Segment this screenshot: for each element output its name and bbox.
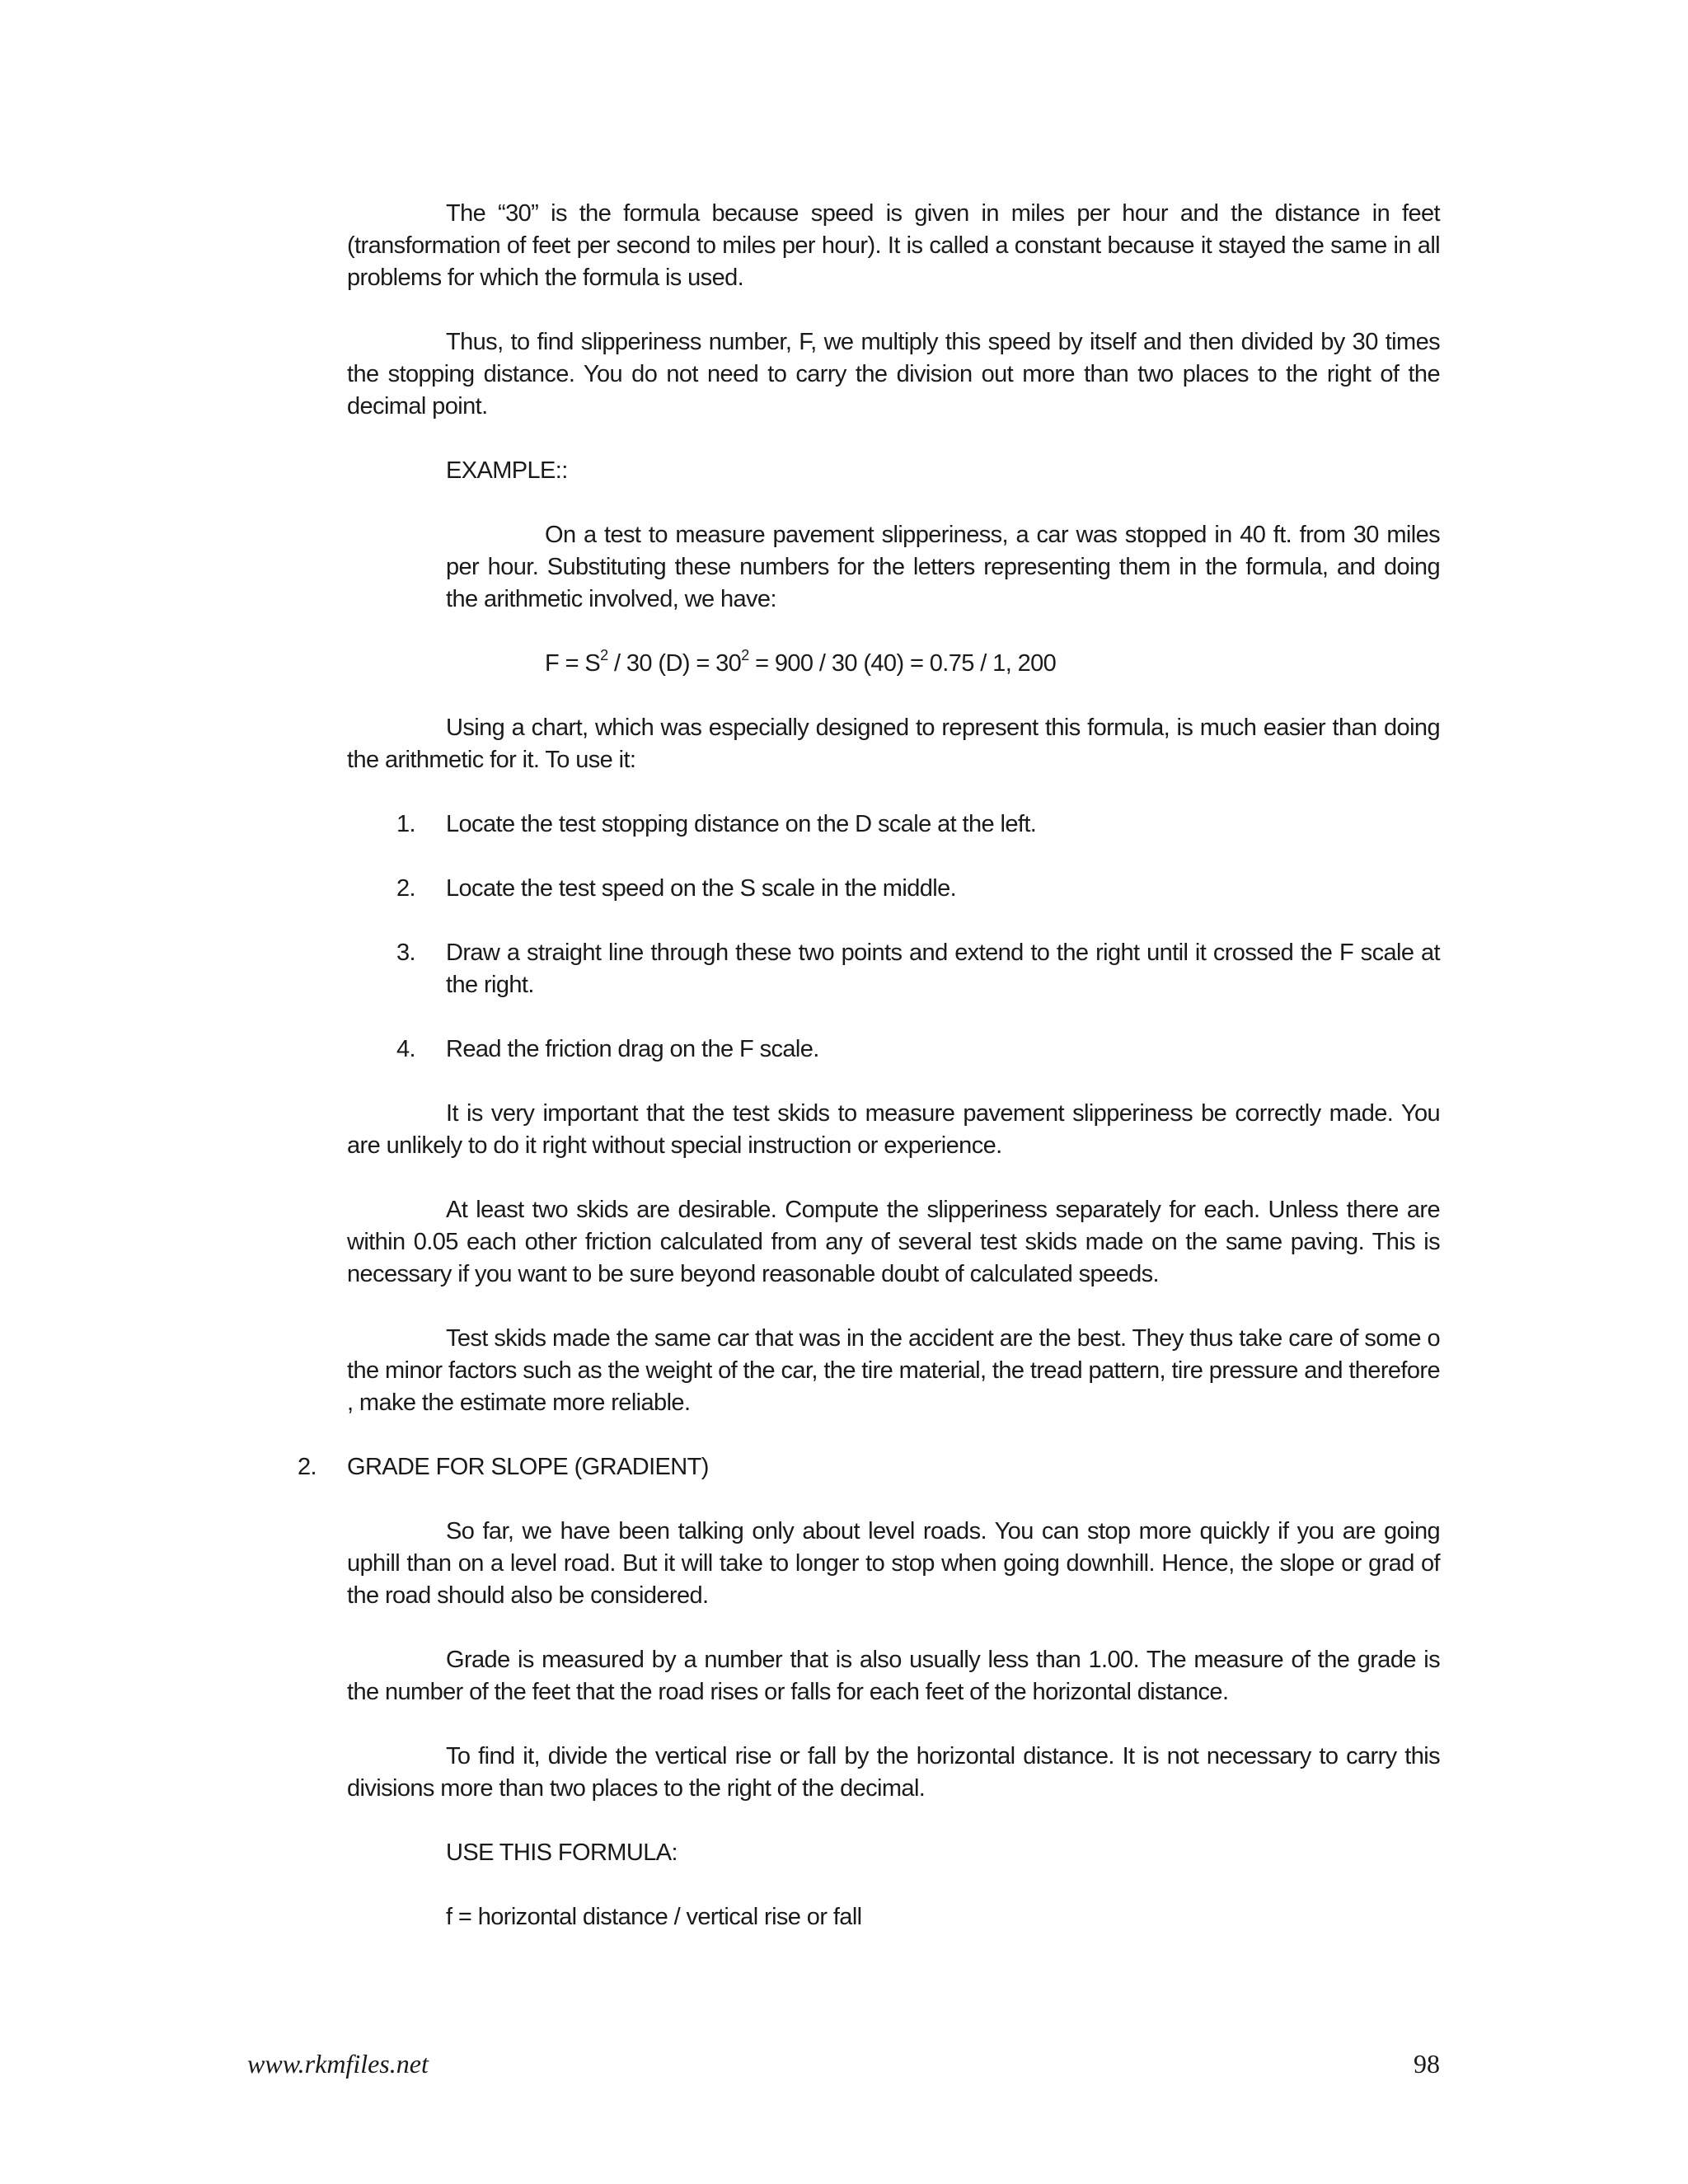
step-number: 3. xyxy=(396,940,415,966)
paragraph-same-car: Test skids made the same car that was in the accident are the best. They thus take care of some o the minor factors such as the weight of the car, the tire material, the tread pattern, tire pressure and therefore , make the estimate more reliable. xyxy=(347,1325,1440,1416)
list-item xyxy=(347,808,1440,841)
example-formula xyxy=(347,648,1440,680)
step-number: 1. xyxy=(396,811,415,837)
formula-part-3: = 900 / 30 (40) = 0.75 / 1, 200 xyxy=(748,650,1057,677)
step-text: Draw a straight line through these two points and extend to the right until it crossed the F scale at the right. xyxy=(446,940,1440,998)
example-text: On a test to measure pavement slipperiness, a car was stopped in 40 ft. from 30 miles per hour. Substituting these numbers for the letters representing them in the formula, and doing the arithmetic involved, we have: xyxy=(446,522,1440,612)
chart-steps-list xyxy=(347,808,1440,1066)
formula-part-1: F = S xyxy=(545,650,601,677)
paragraph-slipperiness-number: Thus, to find slipperiness number, F, we multiply this speed by itself and then divided by 30 times the stopping distance. You do not need to carry the division out more than two places to the right of the decimal point. xyxy=(347,329,1440,419)
example-label: EXAMPLE:: xyxy=(446,457,568,484)
paragraph-constant-30: The “30” is the formula because speed is given in miles per hour and the distance in feet (transformation of feet per second to miles per hour). It is called a constant because it stayed the same in all problems for which the formula is used. xyxy=(347,200,1440,291)
section-title: GRADE FOR SLOPE (GRADIENT) xyxy=(347,1454,709,1480)
paragraph-two-skids: At least two skids are desirable. Compute the slipperiness separately for each. Unless there are within 0.05 each other friction calculated from any of several test skids made on the same paving. This is necessary if you want to be sure beyond reasonable doubt of calculated speeds. xyxy=(347,1197,1440,1287)
step-text: Locate the test speed on the S scale in the middle. xyxy=(446,875,957,902)
paragraph-chart-intro: Using a chart, which was especially designed to represent this formula, is much easier than doing the arithmetic for it. To use it: xyxy=(347,715,1440,773)
paragraph-find-grade: To find it, divide the vertical rise or fall by the horizontal distance. It is not necessary to carry this divisions more than two places to the right of the decimal. xyxy=(347,1743,1440,1802)
formula-label: USE THIS FORMULA: xyxy=(446,1840,678,1866)
step-text: Read the friction drag on the F scale. xyxy=(446,1036,819,1062)
paragraph-test-skids-important: It is very important that the test skids to measure pavement slipperiness be correctly made. You are unlikely to do it right without special instruction or experience. xyxy=(347,1100,1440,1159)
section-number: 2. xyxy=(298,1454,316,1480)
list-item xyxy=(347,873,1440,905)
step-number: 2. xyxy=(396,875,415,902)
step-number: 4. xyxy=(396,1036,415,1062)
formula-superscript-2: 2 xyxy=(741,647,749,664)
formula-superscript-1: 2 xyxy=(600,647,608,664)
section-heading-grade xyxy=(298,1451,1440,1483)
grade-formula: f = horizontal distance / vertical rise or fall xyxy=(446,1904,862,1930)
step-text: Locate the test stopping distance on the D scale at the left. xyxy=(446,811,1037,837)
paragraph-grade-measure: Grade is measured by a number that is also usually less than 1.00. The measure of the grade is the number of the feet that the road rises or falls for each feet of the horizontal distance. xyxy=(347,1647,1440,1705)
page-body xyxy=(298,198,1440,1933)
list-item xyxy=(347,1033,1440,1066)
footer-page-number: 98 xyxy=(1414,2049,1440,2079)
footer-website: www.rkmfiles.net xyxy=(247,2049,429,2079)
paragraph-level-roads: So far, we have been talking only about level roads. You can stop more quickly if you are going uphill than on a level road. But it will take to longer to stop when going downhill. Hence, the slope or grad of the road should also be considered. xyxy=(347,1518,1440,1609)
list-item xyxy=(347,937,1440,1001)
formula-part-2: / 30 (D) = 30 xyxy=(607,650,742,677)
